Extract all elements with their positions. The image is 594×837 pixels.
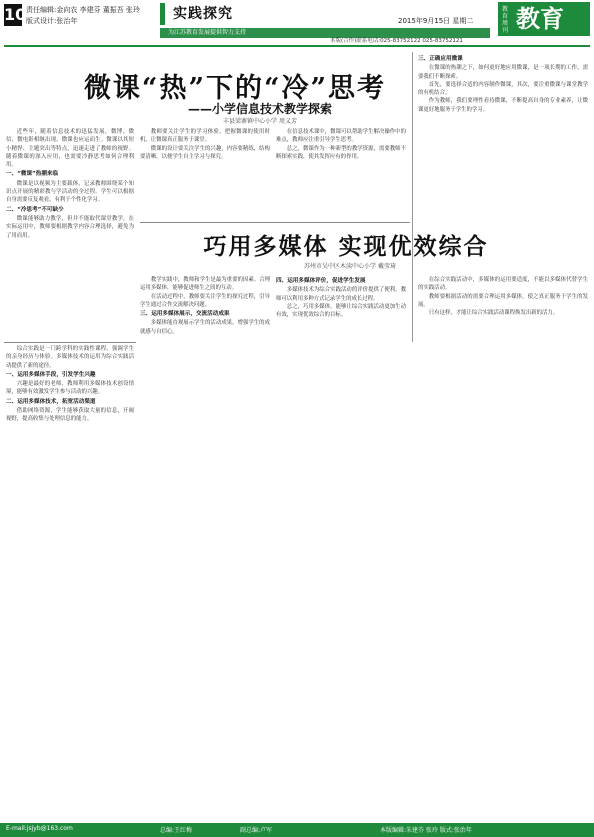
paragraph: 总之，微课作为一种新型的教学资源，需要教师不断探索实践，使其发挥应有的作用。 [276, 145, 406, 160]
footer-editor-in-chief: 总编:王红梅 [160, 827, 193, 834]
paragraph: 只有这样，才能让综合实践活动课程焕发出新的活力。 [428, 310, 559, 317]
footer-deputy-editor: 副总编:卢军 [240, 827, 273, 834]
article2-column-1 [6, 345, 134, 815]
paragraph: 总之，巧用多媒体，能够让综合实践活动更加生动有效，实现优效综合的目标。 [276, 303, 406, 319]
page-footer [0, 823, 594, 837]
page-number: 10 [4, 5, 27, 24]
paragraph: 在微课的热潮之下，如何更好地应用微课，是一项长期的工作，需要我们不断探索。 [418, 65, 588, 80]
article1-column-2 [140, 128, 270, 228]
article-divider [4, 342, 136, 343]
issue-date: 2015年9月15日 星期二 [398, 17, 474, 25]
page-header [0, 0, 594, 48]
section-heading: 二、“冷思考”不可缺少 [6, 206, 64, 213]
editor-credits [26, 5, 140, 27]
paragraph: 在综合实践活动中，多媒体的运用要适度，不能以多媒体代替学生的实践活动。 [418, 277, 588, 292]
paragraph: 微课的设计要关注学生的兴趣，内容要精练，结构要清晰，以便学生自主学习与探究。 [140, 145, 270, 160]
section-tag: 实践探究 [160, 3, 241, 25]
header-rule [4, 45, 590, 47]
article1-subtitle: ——小学信息技术教学探索 [187, 102, 332, 116]
paragraph: 借助网络资源，学生能够获取大量的信息，开阔视野，提高收集与处理信息的能力。 [6, 408, 134, 423]
article1-column-3 [276, 128, 406, 228]
logo-brand: 教育 [516, 4, 564, 33]
paragraph: 微课是以视频为主要载体，记录教师围绕某个知识点开展的精彩教与学活动的全过程。学生可以根据自身需要反复观看，有利于个性化学习。 [6, 180, 134, 204]
editor-line: 责任编辑:金向农 李建芬 董振吾 张玲 [26, 6, 141, 14]
paragraph: 微课能够助力教学，但并不能取代课堂教学。在实际运用中，教师要根据教学内容合理选择，避免为了用而用。 [6, 215, 134, 239]
contact-line: 本版(合作)联系电话:025-83752122 025-83752121 [330, 38, 463, 44]
logo-weekly: 教育周刊 [502, 6, 509, 34]
article-divider [140, 222, 410, 223]
article2-byline: 苏州市吴中区木渎中心小学 戴莹琦 [304, 263, 396, 270]
paragraph: 在信息技术课中，微课可以帮助学生解决操作中的难点，教师应注重引导学生思考。 [276, 129, 406, 144]
article1-title: 微课“热”下的“冷”思考 [83, 73, 387, 104]
paragraph: 综合实践是一门跨学科的实践性课程，强调学生的亲身经历与体验。多媒体技术的运用为综合实践活动提供了新的途径。 [6, 346, 134, 369]
paragraph: 兴趣是最好的老师，教师利用多媒体技术创设情境，能够有效激发学生参与活动的兴趣。 [6, 381, 134, 396]
paragraph: 多媒体能直观展示学生的活动成果，增强学生的成就感与自信心。 [140, 320, 270, 335]
article1-column-1 [6, 128, 134, 338]
paragraph: 近些年，随着信息技术的迅猛发展，微博、微信、微电影相继出现，微课也应运而生。微课以其短小精悍、主题突出等特点，迅速走进了教师的视野。随着微课的深入应用，也需要冷静思考如何合理利用。 [6, 129, 134, 169]
masthead-logo [498, 2, 590, 36]
paragraph: 多媒体技术为综合实践活动的评价提供了便利，教师可以利用多种方式记录学生的成长过程。 [276, 287, 406, 302]
section-heading: 三、运用多媒体展示，交流活动成果 [140, 311, 230, 318]
section-heading: 三、正确应用微课 [418, 56, 463, 62]
designer-line: 版式设计:张治年 [26, 17, 78, 25]
article2-column-3 [276, 276, 406, 816]
section-heading: 一、“微课”热潮来临 [6, 171, 59, 178]
footer-page-editors: 本版编辑:朱建芬 张玲 版式:张治年 [380, 827, 472, 834]
paragraph: 教师要根据活动的需要合理运用多媒体，使之真正服务于学生的发展。 [418, 293, 588, 308]
article2-title: 巧用多媒体 实现优效综合 [203, 233, 489, 260]
section-heading: 一、运用多媒体手段，引发学生兴趣 [6, 371, 96, 378]
paragraph: 在活动过程中，教师要关注学生的探究过程，引导学生通过合作交流解决问题。 [140, 293, 270, 308]
article2-column-4 [418, 276, 588, 816]
section-heading: 二、运用多媒体技术，拓宽活动渠道 [6, 398, 96, 405]
section-heading: 四、运用多媒体评价，促进学生发展 [276, 278, 366, 284]
paragraph: 作为教师，我们要理性看待微课，不断提高自身的专业素养，让微课更好地服务于学生的学习。 [418, 98, 588, 113]
paragraph: 首先，要选择合适的内容制作微课，其次，要注重微课与课堂教学的有机结合。 [418, 81, 588, 97]
paragraph: 教学实践中，教师和学生是最为重要的因素。合理运用多媒体，能够促进师生之间的互动。 [140, 277, 270, 292]
paragraph: 教师要关注学生的学习体验，把握微课的使用时机，让微课真正服务于课堂。 [140, 129, 270, 144]
slogan: 为江苏教育发展提供智力支持 [168, 29, 247, 36]
column-divider [412, 52, 413, 342]
footer-email: E-mail:jsjyb@163.com [6, 825, 73, 832]
article2-column-2 [140, 276, 270, 816]
article1-byline: 丰县梁寨镇中心小学 周义芳 [223, 118, 297, 125]
